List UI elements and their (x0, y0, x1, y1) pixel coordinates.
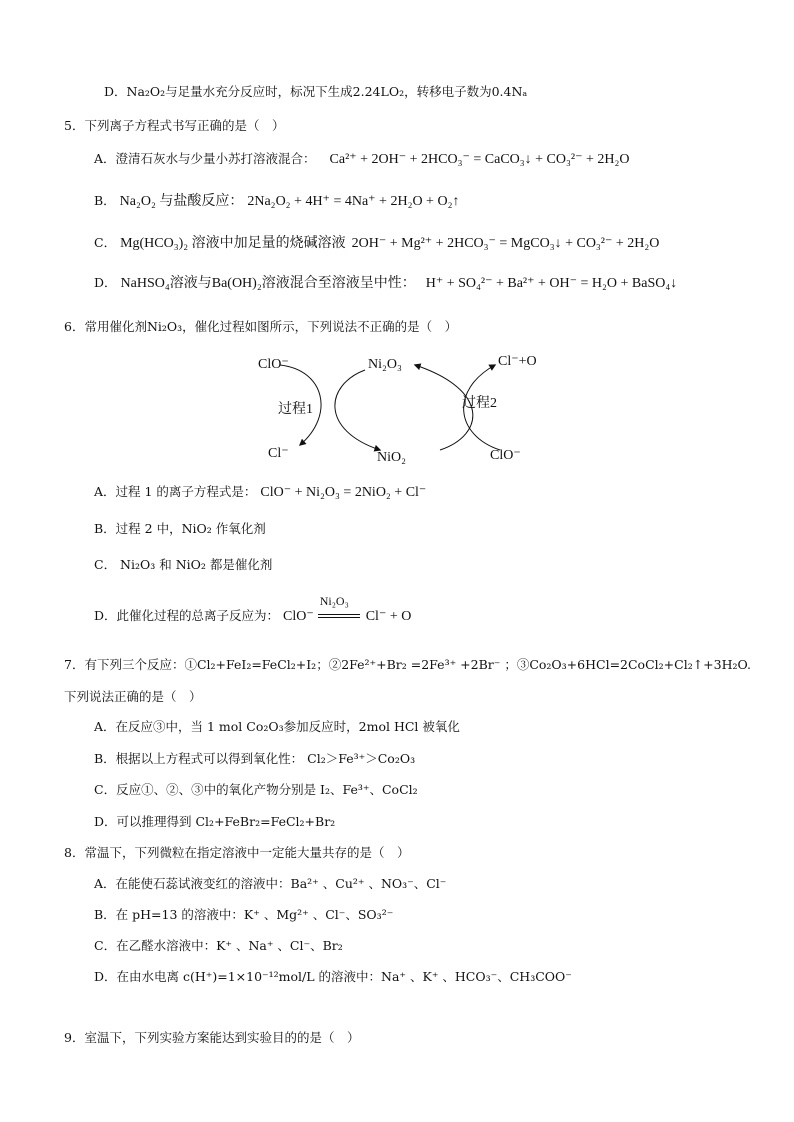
q5-option-d-label: D． (94, 275, 117, 290)
q5-option-d-equation: H⁺ + SO₄²⁻ + Ba²⁺ + OH⁻ = H₂O + BaSO₄↓ (425, 276, 678, 291)
q7-stem-2: 下列说法正确的是（ ） (64, 689, 202, 704)
q5-option-b-text: Na₂O₂ 与盐酸反应： (119, 194, 244, 209)
q6-option-d-catalyst-arrow (318, 593, 362, 625)
label-ni2o3: Ni₂O₃ (368, 357, 402, 372)
q6-option-a (94, 484, 426, 501)
q5-option-a-equation: Ca²⁺ + 2OH⁻ + 2HCO₃⁻ = CaCO₃↓ + CO₃²⁻ + 2H₂O (329, 152, 630, 167)
q7-option-c: C．反应①、②、③中的氧化产物分别是 I₂、Fe³⁺、CoCl₂ (94, 782, 418, 797)
q7-option-b: B．根据以上方程式可以得到氧化性： Cl₂＞Fe³⁺＞Co₂O₃ (94, 751, 416, 766)
q8-option-a: A．在能使石蕊试液变红的溶液中：Ba²⁺ 、Cu²⁺ 、NO₃⁻、Cl⁻ (94, 876, 447, 891)
label-process2: 过程2 (462, 396, 497, 411)
q7-option-a: A．在反应③中，当 1 mol Co₂O₃参加反应时，2mol HCl 被氧化 (94, 719, 460, 734)
q6-option-d-right: Cl⁻ + O (365, 609, 412, 624)
q5-option-c (94, 235, 659, 252)
q5-option-b-label: B． (94, 193, 116, 208)
q6-option-b: B．过程 2 中，NiO₂ 作氧化剂 (94, 521, 266, 536)
q8-option-c: C．在乙醛水溶液中：K⁺ 、Na⁺ 、Cl⁻、Br₂ (94, 938, 343, 953)
label-clo-bottom-right: ClO⁻ (490, 448, 521, 463)
q7-stem: 7．有下列三个反应：①Cl₂+FeI₂=FeCl₂+I₂；②2Fe²⁺+Br₂ =2Fe³⁺ +2Br⁻ ；③Co₂O₃+6HCl=2CoCl₂+Cl₂↑+3H₂O. (64, 657, 752, 672)
q5-option-a (94, 151, 629, 168)
q8-option-b: B．在 pH=13 的溶液中：K⁺ 、Mg²⁺ 、Cl⁻、SO₃²⁻ (94, 907, 394, 922)
label-process1: 过程1 (278, 402, 313, 417)
q5-option-c-equation: 2OH⁻ + Mg²⁺ + 2HCO₃⁻ = MgCO₃↓ + CO₃²⁻ + 2H₂O (351, 236, 660, 251)
q6-stem: 6．常用催化剂Ni₂O₃，催化过程如图所示，下列说法不正确的是（ ） (64, 319, 458, 334)
q9-stem: 9．室温下，下列实验方案能达到实验目的的是（ ） (64, 1030, 360, 1045)
q5-option-d-text: NaHSO₄溶液与Ba(OH)₂溶液混合至溶液呈中性： (120, 276, 416, 291)
label-nio2: NiO₂ (377, 450, 406, 465)
q6-option-d (94, 593, 412, 625)
q5-option-a-text: A．澄清石灰水与少量小苏打溶液混合： (94, 151, 316, 166)
q6-option-d-left: ClO⁻ (283, 609, 314, 624)
q5-option-b (94, 193, 459, 210)
q5-option-b-equation: 2Na₂O₂ + 4H⁺ = 4Na⁺ + 2H₂O + O₂↑ (247, 194, 460, 209)
q8-stem: 8．常温下，下列微粒在指定溶液中一定能大量共存的是（ ） (64, 845, 410, 860)
q6-option-a-text: A．过程 1 的离子方程式是： (94, 484, 257, 499)
label-cl-bottom-left: Cl⁻ (268, 446, 289, 461)
q5-option-d (94, 275, 677, 292)
q7-option-d: D．可以推理得到 Cl₂+FeBr₂=FeCl₂+Br₂ (94, 814, 336, 829)
q5-option-c-label: C． (94, 235, 117, 250)
q6-option-d-text: D．此催化过程的总离子反应为： (94, 608, 280, 623)
q6-option-c: C． Ni₂O₃ 和 NiO₂ 都是催化剂 (94, 557, 273, 572)
q8-option-d: D．在由水电离 c(H⁺)=1×10⁻¹²mol/L 的溶液中：Na⁺ 、K⁺ 、HCO₃⁻、CH₃COO⁻ (94, 969, 572, 984)
q4-option-d: D．Na₂O₂与足量水充分反应时，标况下生成2.24LO₂，转移电子数为0.4Nₐ (104, 84, 528, 99)
label-clo-top-left: ClO⁻ (258, 357, 289, 372)
catalytic-cycle-diagram (240, 345, 560, 470)
q6-option-d-catalyst: Ni₂O₃ (319, 593, 349, 608)
q5-option-c-text: Mg(HCO₃)₂ 溶液中加足量的烧碱溶液 (120, 236, 346, 251)
label-cl-o: Cl⁻+O (498, 354, 537, 369)
q5-stem: 5．下列离子方程式书写正确的是（ ） (64, 118, 285, 133)
q6-option-a-equation: ClO⁻ + Ni₂O₃ = 2NiO₂ + Cl⁻ (260, 485, 427, 500)
arrow-process1-right (335, 370, 380, 450)
